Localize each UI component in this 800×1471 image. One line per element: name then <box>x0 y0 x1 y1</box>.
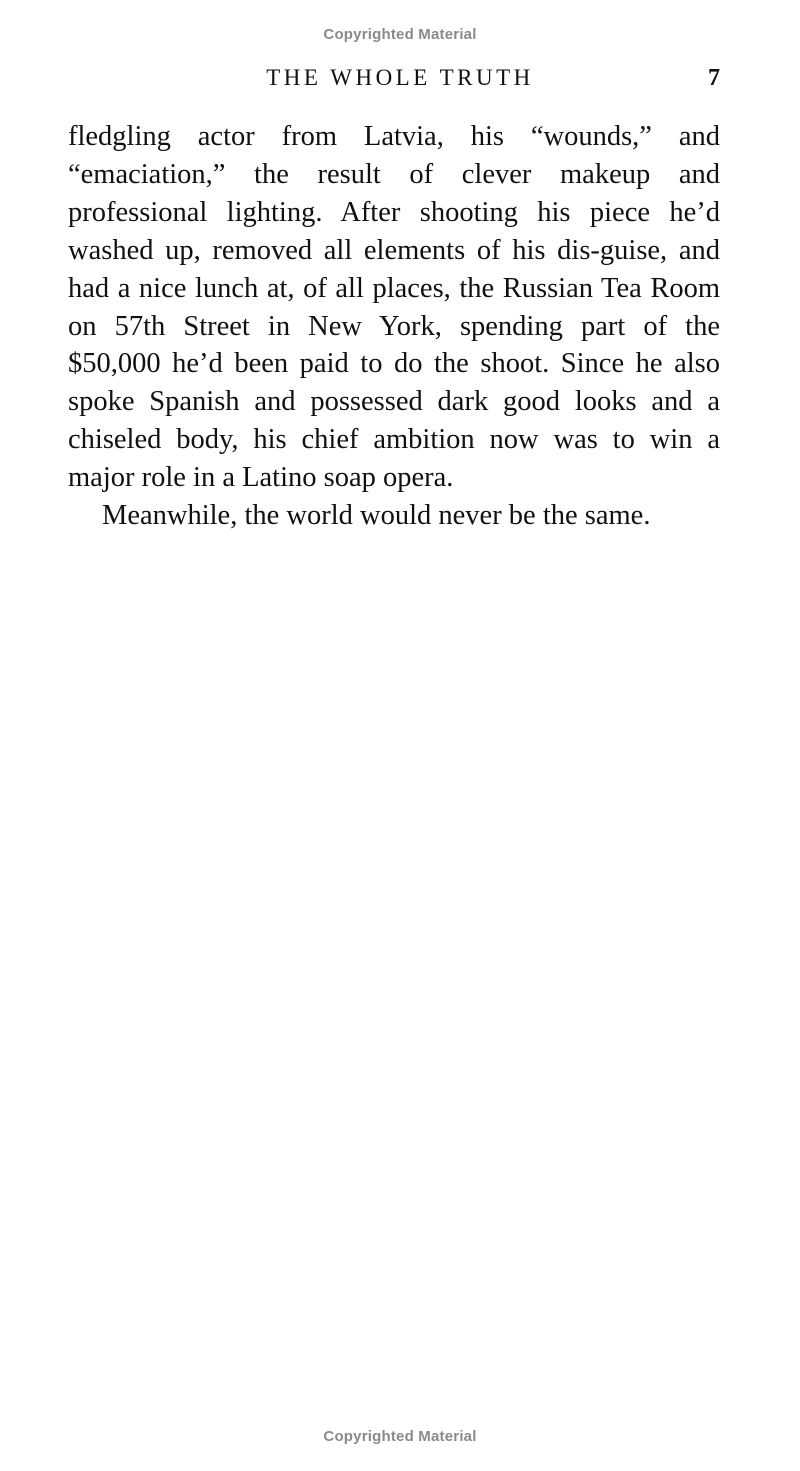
paragraph-1: fledgling actor from Latvia, his “wounds,” and “emaciation,” the result of clever makeup and professional lighting. After shooting his piece he’d washed up, removed all elements of his dis-guise, and had a nice lunch at, of all places, the Russian Tea Room on 57th Street in New York, spending part of the $50,000 he’d been paid to do the shoot. Since he also spoke Spanish and possessed dark good looks and a chiseled body, his chief ambition now was to win a major role in a Latino soap opera. <box>68 121 720 494</box>
copyright-watermark-top: Copyrighted Material <box>323 26 477 43</box>
running-head <box>68 62 720 94</box>
paragraph-2: Meanwhile, the world would never be the same. <box>102 500 651 532</box>
running-head-title: THE WHOLE TRUTH <box>266 65 534 90</box>
page-number: 7 <box>708 65 720 91</box>
copyright-watermark-bottom: Copyrighted Material <box>323 1428 477 1445</box>
body-text <box>68 118 720 535</box>
